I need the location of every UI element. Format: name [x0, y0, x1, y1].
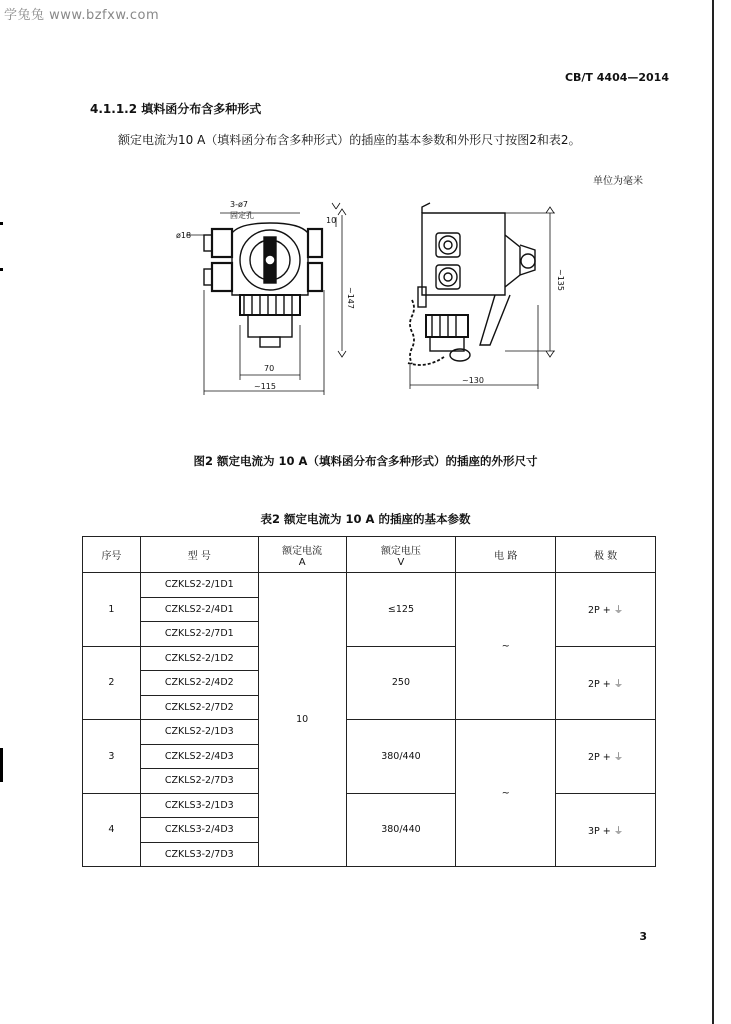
header-current-label: 额定电流 — [282, 545, 323, 557]
table-caption: 表2 额定电流为 10 A 的插座的基本参数 — [260, 512, 471, 526]
punch-mark — [0, 268, 3, 271]
header-current — [258, 537, 346, 573]
header-poles: 极 数 — [556, 537, 656, 573]
socket-drawing — [160, 195, 580, 405]
cell-current: 10 — [258, 573, 346, 867]
label-d135: ~135 — [556, 269, 565, 291]
cell-no: 2 — [83, 646, 141, 720]
watermark: 学兔兔 www.bzfxw.com — [4, 8, 160, 23]
header-model: 型 号 — [140, 537, 258, 573]
paragraph: 额定电流为10 A（填料函分布含多种形式）的插座的基本参数和外形尺寸按图2和表2。 — [118, 133, 581, 147]
side-view — [408, 203, 555, 389]
header-no: 序号 — [83, 537, 141, 573]
cell-model: CZKLS2-2/7D2 — [140, 695, 258, 720]
cell-model: CZKLS2-2/4D3 — [140, 744, 258, 769]
cell-poles: 2P + ⏚ — [556, 573, 656, 647]
spec-table — [82, 536, 656, 867]
table-header-row — [83, 537, 656, 573]
cell-model: CZKLS2-2/1D2 — [140, 646, 258, 671]
label-holes: 3-ø7 — [230, 200, 248, 209]
standard-code: CB/T 4404—2014 — [564, 71, 669, 84]
label-d147: ~147 — [346, 287, 355, 309]
header-current-unit: A — [298, 556, 306, 568]
label-dia: ø18 — [176, 231, 192, 240]
page-number: 3 — [639, 930, 647, 943]
cell-model: CZKLS2-2/4D1 — [140, 597, 258, 622]
unit-note: 单位为毫米 — [593, 176, 643, 187]
cell-no: 1 — [83, 573, 141, 647]
cell-model: CZKLS3-2/4D3 — [140, 818, 258, 843]
cell-voltage: 380/440 — [346, 793, 456, 867]
cell-no: 3 — [83, 720, 141, 794]
cell-voltage: 250 — [346, 646, 456, 720]
label-d70: 70 — [264, 364, 275, 373]
cell-model: CZKLS3-2/7D3 — [140, 842, 258, 867]
cell-poles: 3P + ⏚ — [556, 793, 656, 867]
table-row — [83, 573, 656, 598]
cell-voltage: 380/440 — [346, 720, 456, 794]
header-voltage-label: 额定电压 — [380, 545, 421, 557]
header-voltage — [346, 537, 456, 573]
punch-mark — [0, 222, 3, 225]
cell-circuit: ~ — [456, 573, 556, 720]
cell-poles: 2P + ⏚ — [556, 646, 656, 720]
cell-poles: 2P + ⏚ — [556, 720, 656, 794]
cell-model: CZKLS2-2/1D1 — [140, 573, 258, 598]
figure-caption: 图2 额定电流为 10 A（填料函分布含多种形式）的插座的外形尺寸 — [193, 454, 538, 468]
section-heading: 4.1.1.2 填料函分布含多种形式 — [90, 102, 262, 116]
binding-mark — [0, 748, 3, 782]
cell-model: CZKLS2-2/4D2 — [140, 671, 258, 696]
header-voltage-unit: V — [397, 556, 405, 568]
label-fixing-hole: 固定孔 — [230, 211, 254, 220]
label-d115: ~115 — [254, 382, 276, 391]
table-row — [83, 793, 656, 818]
cell-voltage: ≤125 — [346, 573, 456, 647]
cell-model: CZKLS3-2/1D3 — [140, 793, 258, 818]
table-row — [83, 646, 656, 671]
cell-no: 4 — [83, 793, 141, 867]
cell-model: CZKLS2-2/7D3 — [140, 769, 258, 794]
cell-model: CZKLS2-2/1D3 — [140, 720, 258, 745]
cell-model: CZKLS2-2/7D1 — [140, 622, 258, 647]
table-row — [83, 720, 656, 745]
cell-circuit: ~ — [456, 720, 556, 867]
label-d10: 10 — [326, 216, 337, 225]
label-d130: ~130 — [462, 376, 484, 385]
header-circuit: 电 路 — [456, 537, 556, 573]
